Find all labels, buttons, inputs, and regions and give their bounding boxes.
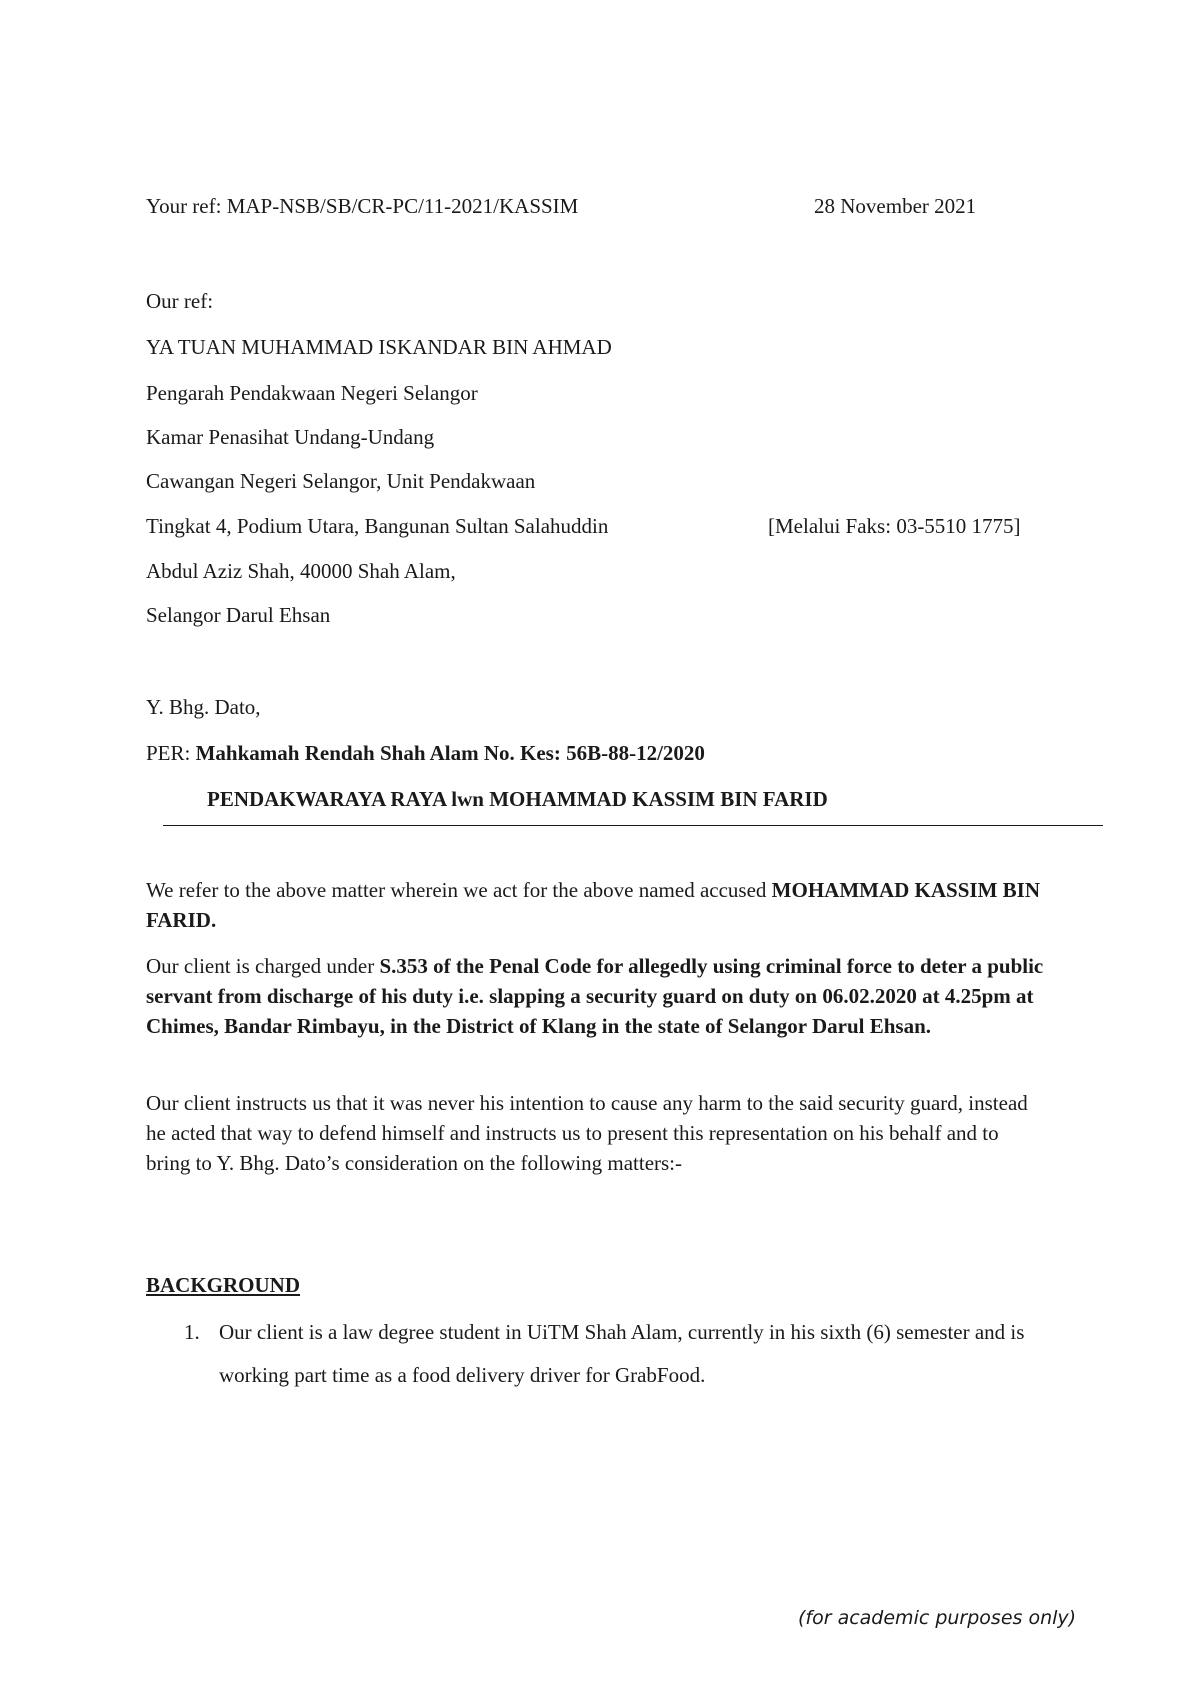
subject-parties: PENDAKWARAYA RAYA lwn MOHAMMAD KASSIM BIN FARID xyxy=(207,787,828,811)
list-item-text: Our client is a law degree student in UiTM Shah Alam, currently in his sixth (6) semester and is working part time as a food delivery driver for GrabFood. xyxy=(219,1320,1025,1387)
body-paragraph-1 xyxy=(146,875,1046,935)
recipient-line: Selangor Darul Ehsan xyxy=(146,603,331,627)
your-ref: Your ref: MAP-NSB/SB/CR-PC/11-2021/KASSIM xyxy=(146,194,579,218)
recipient-line: Tingkat 4, Podium Utara, Bangunan Sultan Salahuddin xyxy=(146,514,609,538)
p2-charge: S.353 of the Penal Code for allegedly using criminal force to deter a public servant from discharge of his duty i.e. slapping a security guard on duty on 06.02.2020 at 4.25pm at Chimes, Bandar Rimbayu, in the District of Klang in the state of Selangor Darul Ehsan. xyxy=(146,954,1044,1038)
recipient-line: Pengarah Pendakwaan Negeri Selangor xyxy=(146,381,478,405)
footer-note: (for academic purposes only) xyxy=(798,1607,1077,1629)
recipient-line: Kamar Penasihat Undang-Undang xyxy=(146,425,435,449)
body-paragraph-2 xyxy=(146,951,1046,1041)
p1-accused-name: MOHAMMAD KASSIM BIN FARID. xyxy=(146,878,1040,932)
p2-text: Our client is charged under xyxy=(146,954,380,978)
list-item-number: 1. xyxy=(184,1320,200,1344)
our-ref: Our ref: xyxy=(146,289,214,313)
recipient-name: YA TUAN MUHAMMAD ISKANDAR BIN AHMAD xyxy=(146,335,612,359)
subject-per xyxy=(146,740,705,766)
body-paragraph-3: Our client instructs us that it was never his intention to cause any harm to the said security guard, instead he acted that way to defend himself and instructs us to present this representation on his behalf and to bring to Y. Bhg. Dato’s consideration on the following matters:- xyxy=(146,1091,1028,1175)
subject-case-number: Mahkamah Rendah Shah Alam No. Kes: 56B-88-12/2020 xyxy=(195,741,705,765)
recipient-line: Cawangan Negeri Selangor, Unit Pendakwaan xyxy=(146,469,536,493)
salutation: Y. Bhg. Dato, xyxy=(146,695,261,719)
background-heading: BACKGROUND xyxy=(146,1273,301,1297)
recipient-line: Abdul Aziz Shah, 40000 Shah Alam, xyxy=(146,559,456,583)
subject-per-label: PER: xyxy=(146,741,191,765)
fax-note: [Melalui Faks: 03-5510 1775] xyxy=(768,514,1021,538)
p1-text: We refer to the above matter wherein we act for the above named accused xyxy=(146,878,772,902)
subject-divider xyxy=(163,825,1103,826)
letter-date: 28 November 2021 xyxy=(814,194,977,218)
